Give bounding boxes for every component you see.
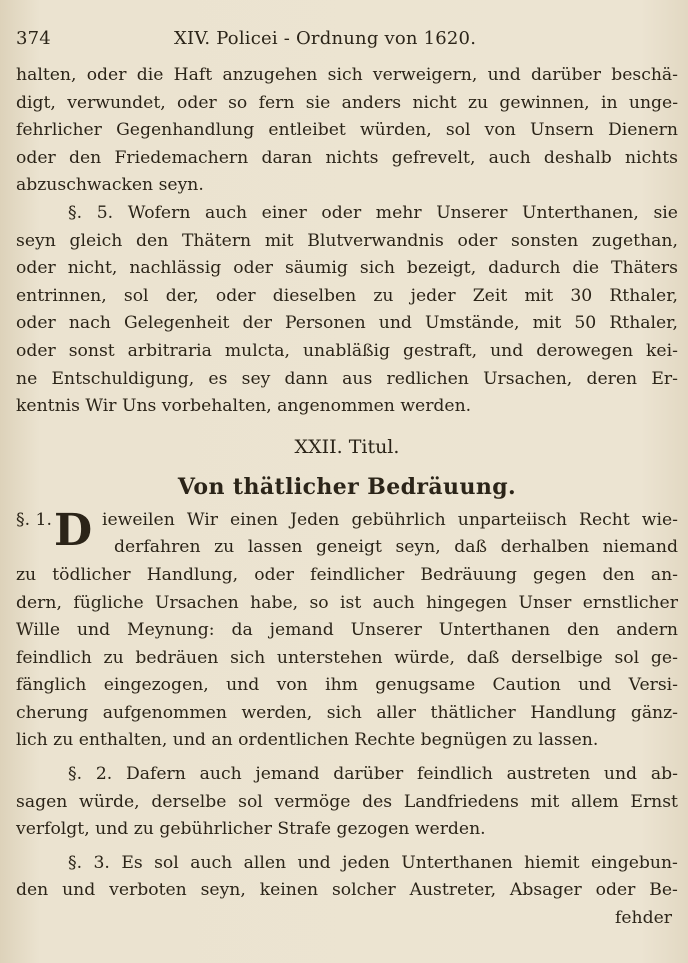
title-number: XXII. Titul. [294, 435, 400, 458]
text-line: oder den Friedemachern daran nichts gefrevelt, auch deshalb nichts [16, 147, 678, 168]
paragraph-3 [16, 850, 678, 933]
section-heading: Von thätlicher Bedräuung. [177, 473, 517, 500]
text-line: lich zu enthalten, und an ordentlichen Rechte begnügen zu lassen. [16, 730, 599, 751]
text-line: seyn gleich den Thätern mit Blutverwandnis oder sonsten zugethan, [16, 230, 678, 251]
text-line: dern, fügliche Ursachen habe, so ist auch hingegen Unser ernstlicher [16, 592, 678, 613]
running-title: XIV. Policei - Ordnung von 1620. [174, 28, 477, 49]
catchword: fehder [615, 908, 672, 929]
section-mark: §. 1. [16, 509, 52, 530]
paragraph-continuation [16, 62, 678, 200]
text-line: fehrlicher Gegenhandlung entleibet würden, sol von Unsern Dienern [16, 120, 678, 141]
text-line: digt, verwundet, oder so fern sie anders nicht zu gewinnen, in unge- [16, 92, 678, 113]
drop-cap: D [54, 504, 93, 556]
text-line: abzuschwacken seyn. [16, 175, 204, 196]
text-line: entrinnen, sol der, oder dieselben zu jeder Zeit mit 30 Rthaler, [16, 285, 678, 306]
text-line: halten, oder die Haft anzugehen sich verweigern, und darüber beschä- [16, 65, 678, 85]
paragraph-5 [16, 200, 678, 421]
text-line: sagen würde, derselbe sol vermöge des Landfriedens mit allem Ernst [16, 791, 678, 812]
text-line: oder nach Gelegenheit der Personen und Umstände, mit 50 Rthaler, [16, 313, 678, 334]
text-line-content: ieweilen Wir einen Jeden gebührlich unparteiisch Recht wie- [102, 509, 678, 530]
paragraph-2 [16, 761, 678, 844]
text-line: oder sonst arbitraria mulcta, unabläßig gestraft, und derowegen kei- [16, 340, 678, 361]
text-line: oder nicht, nachlässig oder säumig sich bezeigt, dadurch die Thäters [16, 258, 678, 279]
text-line: Wille und Meynung: da jemand Unserer Unterthanen den andern [16, 620, 678, 641]
text-line: zu tödlicher Handlung, oder feindlicher Bedräuung gegen den an- [16, 564, 678, 585]
text-line: kentnis Wir Uns vorbehalten, angenommen werden. [16, 396, 472, 417]
running-head [16, 28, 678, 62]
text-line: feindlich zu bedräuen sich unterstehen würde, daß derselbige sol ge- [16, 647, 678, 668]
text-line: §. 3. Es sol auch allen und jeden Unterthanen hiemit eingebun- [68, 852, 678, 873]
catchword-line [16, 905, 678, 933]
text-line: §. 5. Wofern auch einer oder mehr Unserer Unterthanen, sie [68, 202, 678, 223]
text-line: den und verboten seyn, keinen solcher Austreter, Absager oder Be- [16, 880, 678, 901]
text-line: ne Entschuldigung, es sey dann aus redlichen Ursachen, deren Er- [16, 368, 678, 389]
page-number: 374 [16, 28, 51, 49]
text-line: fänglich eingezogen, und von ihm genugsame Caution und Versi- [16, 675, 678, 696]
text-line: derfahren zu lassen geneigt seyn, daß derhalben niemand [114, 537, 678, 558]
text-line: verfolgt, und zu gebührlicher Strafe gezogen werden. [16, 819, 486, 840]
text-line: §. 2. Dafern auch jemand darüber feindlich austreten und ab- [68, 764, 678, 785]
text-line: cherung aufgenommen werden, sich aller thätlicher Handlung gänz- [16, 702, 678, 723]
paragraph-1 [16, 504, 678, 755]
